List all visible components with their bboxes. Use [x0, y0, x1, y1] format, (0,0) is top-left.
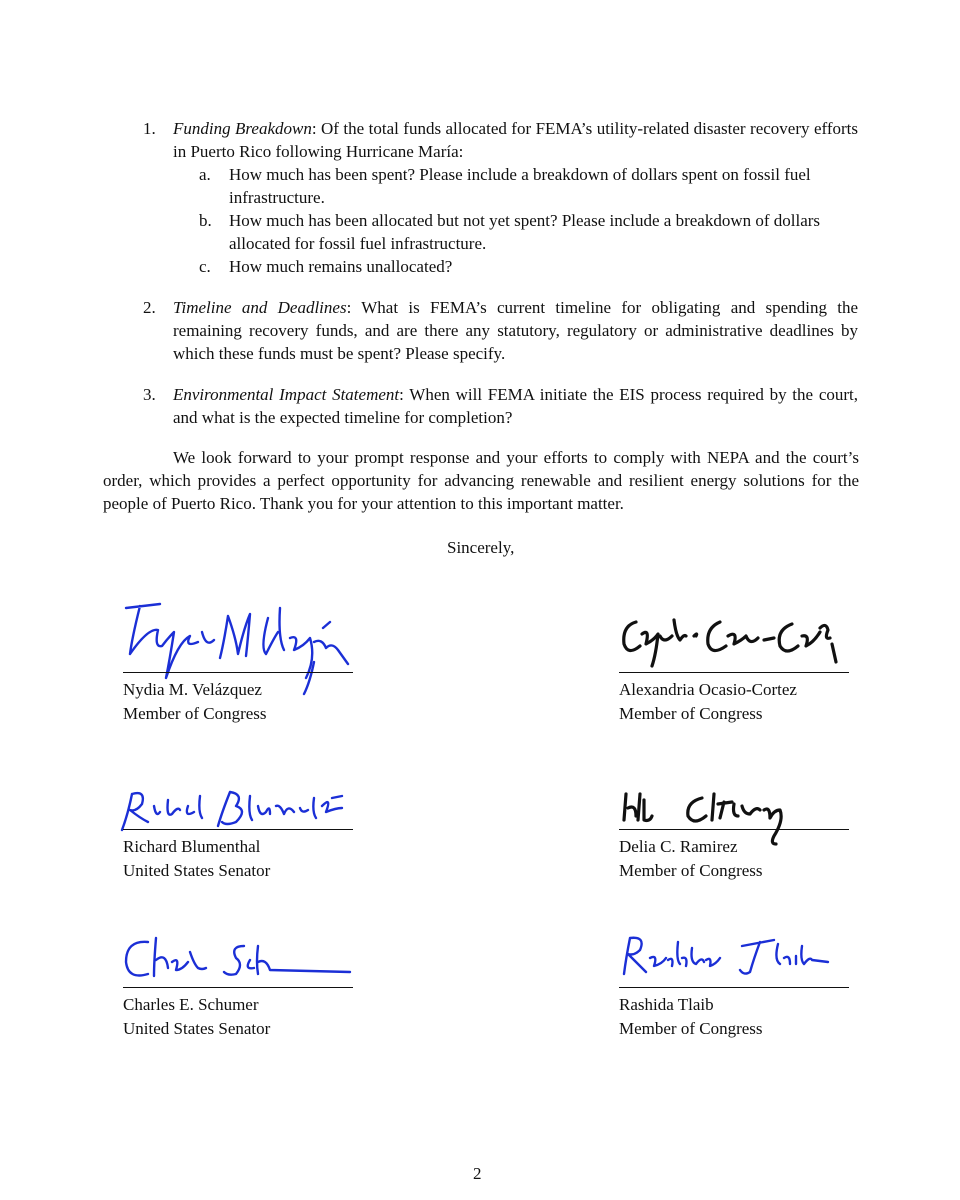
question-text: : What is FEMA’s current timeline for obligating and spending the remaining recovery funds, and are there any statutory, regulatory or administrative deadlines by which these funds must be spent? Please specify.	[173, 298, 858, 363]
signature-line	[619, 672, 849, 673]
question-title: Environmental Impact Statement	[173, 385, 400, 404]
question-funding-breakdown	[173, 117, 858, 163]
signature-line	[123, 987, 353, 988]
subitem-letter: a.	[199, 165, 211, 184]
question-text: : When will FEMA initiate the EIS process required by the court, and what is the expected timeline for completion?	[173, 385, 858, 427]
signature-line	[619, 987, 849, 988]
sincerely: Sincerely,	[447, 538, 515, 557]
subitem-text: How much has been spent? Please include a breakdown of dollars spent on fossil fuel infrastructure.	[229, 165, 811, 207]
subitem-letter: c.	[199, 257, 211, 276]
question-number: 2.	[143, 298, 156, 317]
signatory-title: United States Senator	[123, 1019, 271, 1038]
closing-paragraph: We look forward to your prompt response and your efforts to comply with NEPA and the court’s order, which provides a perfect opportunity for advancing renewable and resilient energy solutions for the people of Puerto Rico. Thank you for your attention to this important matter.	[103, 448, 859, 513]
signatory-title: Member of Congress	[619, 861, 763, 880]
question-title: Timeline and Deadlines	[173, 298, 347, 317]
signatory-name: Charles E. Schumer	[123, 995, 259, 1014]
subitem-text: How much remains unallocated?	[229, 257, 453, 276]
signature-line	[619, 829, 849, 830]
question-number: 1.	[143, 119, 156, 138]
question-title: Funding Breakdown	[173, 119, 312, 138]
signatory-title: United States Senator	[123, 861, 271, 880]
signatory-title: Member of Congress	[619, 1019, 763, 1038]
subitem-letter: b.	[199, 211, 212, 230]
signature-line	[123, 672, 353, 673]
subitem-text: How much has been allocated but not yet spent? Please include a breakdown of dollars allocated for fossil fuel infrastructure.	[229, 211, 821, 253]
signature-line	[123, 829, 353, 830]
signature-schumer	[118, 928, 358, 992]
signatory-title: Member of Congress	[619, 704, 763, 723]
signatory-name: Rashida Tlaib	[619, 995, 714, 1014]
page-number: 2	[473, 1164, 482, 1183]
signature-tlaib	[614, 928, 854, 988]
signature-ocasio-cortez	[614, 606, 854, 676]
question-eis	[173, 383, 858, 429]
question-text: : Of the total funds allocated for FEMA’s utility-related disaster recovery efforts in Puerto Rico following Hurricane María:	[173, 119, 859, 161]
question-number: 3.	[143, 385, 156, 404]
signatory-title: Member of Congress	[123, 704, 267, 723]
signatory-name: Alexandria Ocasio-Cortez	[619, 680, 797, 699]
signatory-name: Delia C. Ramirez	[619, 837, 738, 856]
signatory-name: Richard Blumenthal	[123, 837, 261, 856]
signatory-name: Nydia M. Velázquez	[123, 680, 262, 699]
question-timeline	[173, 296, 858, 365]
